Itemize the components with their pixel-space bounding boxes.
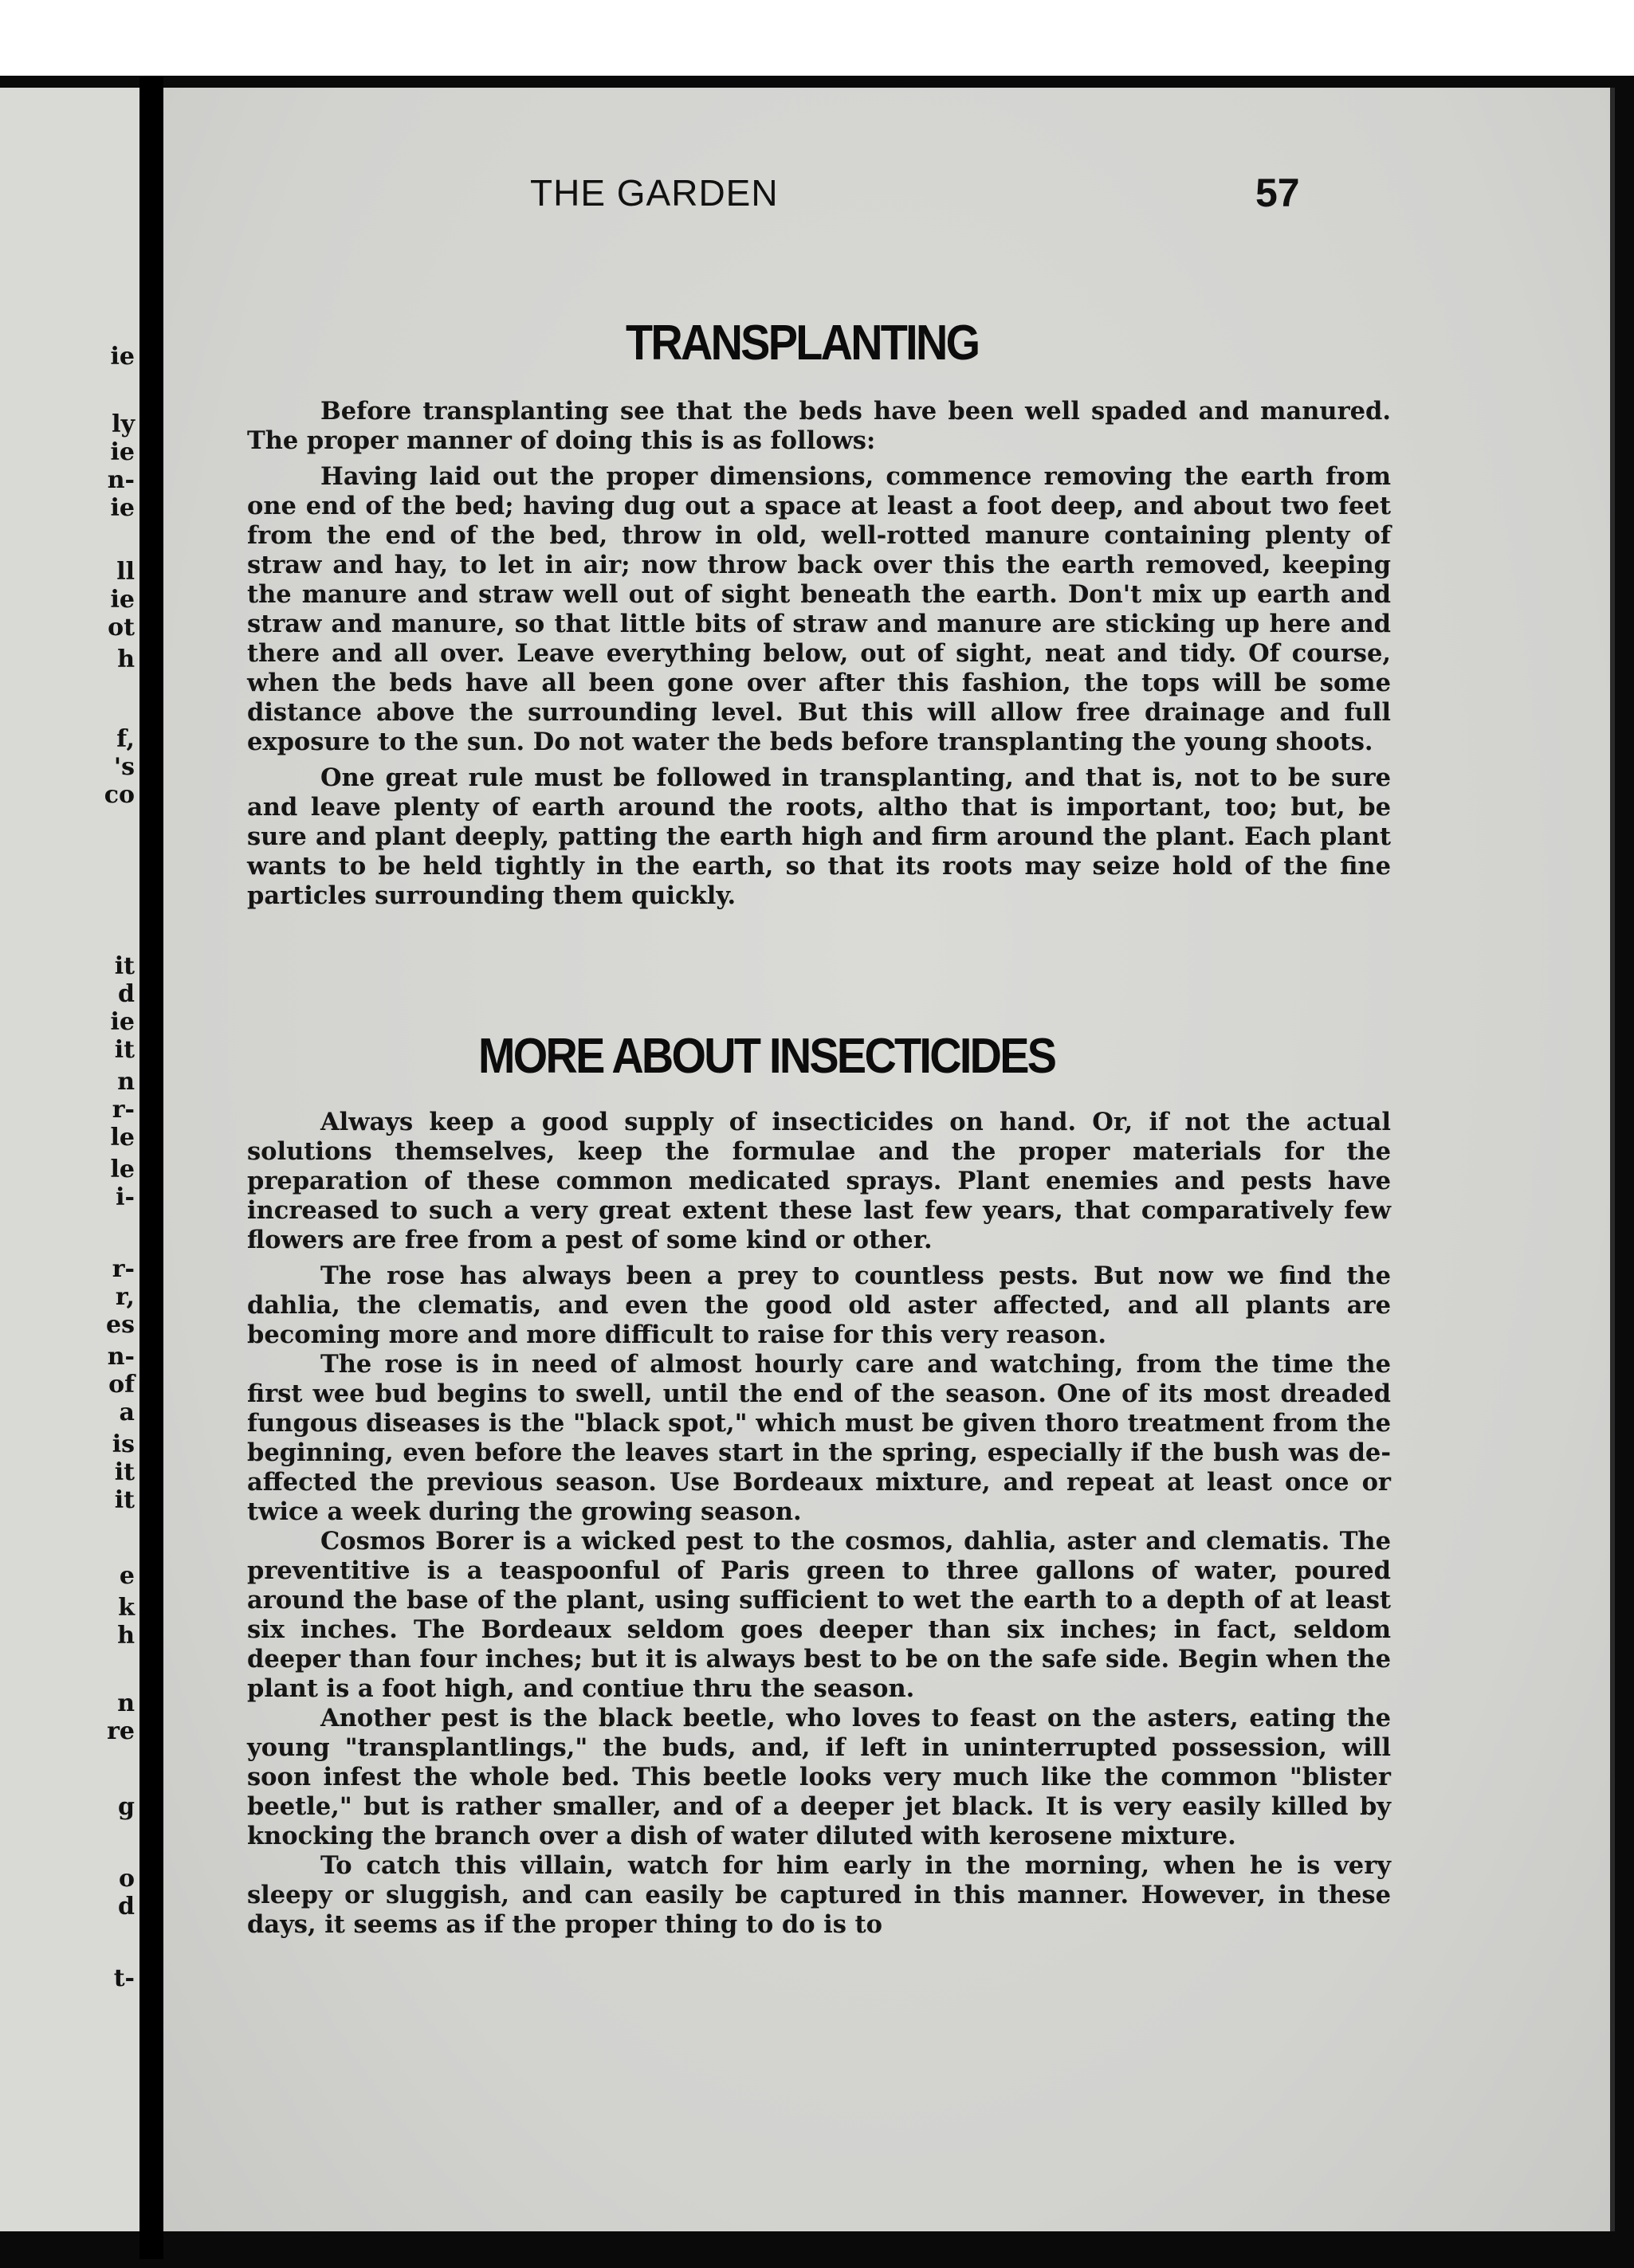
paragraph: Before transplanting see that the beds have been well spaded and manured. The proper manner of doing this is as follows: xyxy=(247,397,1391,455)
facing-page-fragment: it xyxy=(114,1486,135,1514)
facing-page-edge xyxy=(0,88,139,2231)
facing-page-fragment: r- xyxy=(112,1096,135,1124)
facing-page-fragment: ie xyxy=(110,494,135,522)
facing-page-fragment: ie xyxy=(110,438,135,466)
facing-page-fragment: h xyxy=(117,1622,135,1650)
book-gutter xyxy=(139,76,163,2259)
paragraph: Another pest is the black beetle, who loves to feast on the asters, eating the young "transplantlings," the buds, and, if left in uninterrupted possession, will soon infest the whole bed. This beetle looks very much like the common "blister beetle," but is rather smaller, and of a deeper jet black. It is very easily killed by knocking the branch over a dish of water diluted with kerosene mixture. xyxy=(247,1704,1391,1850)
facing-page-fragment: o xyxy=(118,1865,135,1893)
paragraph: Cosmos Borer is a wicked pest to the cosmos, dahlia, aster and clematis. The preventitive is a teaspoonful of Paris green to three gallons of water, poured around the base of the plant, using sufficient to wet the earth to a depth of at least six inches. The Bordeaux seldom goes deeper than six inches; in fact, seldom deeper than four inches; but it is always best to be on the safe side. Begin when the plant is a foot high, and contiue thru the season. xyxy=(247,1527,1391,1703)
facing-page-fragment: i- xyxy=(116,1183,135,1211)
facing-page-fragment: g xyxy=(118,1793,135,1821)
facing-page-fragment: f, xyxy=(116,725,135,753)
facing-page-fragment: n xyxy=(117,1068,135,1096)
facing-page-fragment: it xyxy=(114,1036,135,1064)
section-heading-insecticides: MORE ABOUT INSECTICIDES xyxy=(478,1029,1055,1084)
scan-margin xyxy=(0,0,1634,76)
page-number: 57 xyxy=(1255,171,1300,215)
facing-page-fragment: le xyxy=(110,1156,135,1183)
facing-page-fragment: es xyxy=(106,1311,135,1339)
facing-page-fragment: of xyxy=(108,1371,135,1399)
paragraph: Always keep a good supply of insecticides on hand. Or, if not the actual solutions themselves, keep the formulae and the proper materials for the preparation of these common medicated sprays. Plant enemies and pests have increased to such a very great extent these last few years, that comparatively few flowers are free from a pest of some kind or other. xyxy=(247,1108,1391,1254)
facing-page-fragment: e xyxy=(119,1562,135,1590)
paragraph: To catch this villain, watch for him early in the morning, when he is very sleepy or sluggish, and can easily be captured in this manner. However, in these days, it seems as if the proper thing to do is to xyxy=(247,1851,1391,1939)
facing-page-fragment: le xyxy=(110,1124,135,1152)
facing-page-fragment: is xyxy=(112,1430,135,1458)
facing-page-fragment: h xyxy=(117,645,135,673)
facing-page-fragment: ie xyxy=(110,586,135,614)
paragraph: One great rule must be followed in transplanting, and that is, not to be sure and leave plenty of earth around the roots, altho that is important, too; but, be sure and plant deeply, patting the earth high and firm around the plant. Each plant wants to be held tightly in the earth, so that its roots may seize hold of the fine particles surrounding them quickly. xyxy=(247,763,1391,910)
paragraph: The rose is in need of almost hourly care and watching, from the time the first wee bud begins to swell, until the end of the season. One of its most dreaded fungous diseases is the "black spot," which must be given thoro treatment from the beginning, even before the leaves start in the spring, especially if the bush was de-affected the previous season. Use Bordeaux mixture, and repeat at least once or twice a week during the growing season. xyxy=(247,1350,1391,1526)
facing-page-fragment: d xyxy=(118,1893,135,1921)
insecticides-body xyxy=(247,1108,1391,1940)
facing-page-fragment: ie xyxy=(110,343,135,371)
facing-page-fragment: r, xyxy=(115,1283,135,1311)
facing-page-fragment: co xyxy=(104,781,135,809)
facing-page-fragment: r- xyxy=(112,1255,135,1283)
section-heading-transplanting: TRANSPLANTING xyxy=(626,316,979,371)
facing-page-fragment: re xyxy=(107,1717,135,1745)
facing-page-fragment: ll xyxy=(116,558,135,586)
facing-page-fragment: ot xyxy=(108,614,135,642)
paragraph: Having laid out the proper dimensions, commence removing the earth from one end of the bed; having dug out a space at least a foot deep, and about two feet from the end of the bed, throw in old, well-rotted manure containing plenty of straw and hay, to let in air; now throw back over this the earth removed, keeping the manure and straw well out of sight beneath the earth. Don't mix up earth and straw and manure, so that little bits of straw and manure are sticking up here and there and all over. Leave everything below, out of sight, neat and tidy. Of course, when the beds have all been gone over after this fashion, the tops will be some distance above the surrounding level. But this will allow free drainage and full exposure to the sun. Do not water the beds before transplanting the young shoots. xyxy=(247,462,1391,756)
facing-page-fragment: it xyxy=(114,1458,135,1486)
facing-page-text-fragments xyxy=(0,88,139,2231)
paragraph: The rose has always been a prey to countless pests. But now we find the dahlia, the clematis, and even the good old aster affected, and all plants are becoming more and more difficult to raise for this very reason. xyxy=(247,1262,1391,1349)
transplanting-body xyxy=(247,397,1391,911)
facing-page-fragment: t- xyxy=(113,1964,135,1992)
running-title: THE GARDEN xyxy=(530,172,779,214)
facing-page-fragment: a xyxy=(119,1399,135,1426)
facing-page-fragment: n- xyxy=(107,1343,135,1371)
facing-page-fragment: d xyxy=(118,980,135,1008)
facing-page-fragment: ie xyxy=(110,1008,135,1036)
facing-page-fragment: n- xyxy=(107,466,135,494)
facing-page-fragment: n xyxy=(117,1689,135,1717)
facing-page-fragment: it xyxy=(114,952,135,980)
facing-page-fragment: k xyxy=(118,1594,135,1622)
page-header xyxy=(530,171,1327,227)
facing-page-fragment: ly xyxy=(112,410,135,438)
facing-page-fragment: 's xyxy=(113,753,135,781)
